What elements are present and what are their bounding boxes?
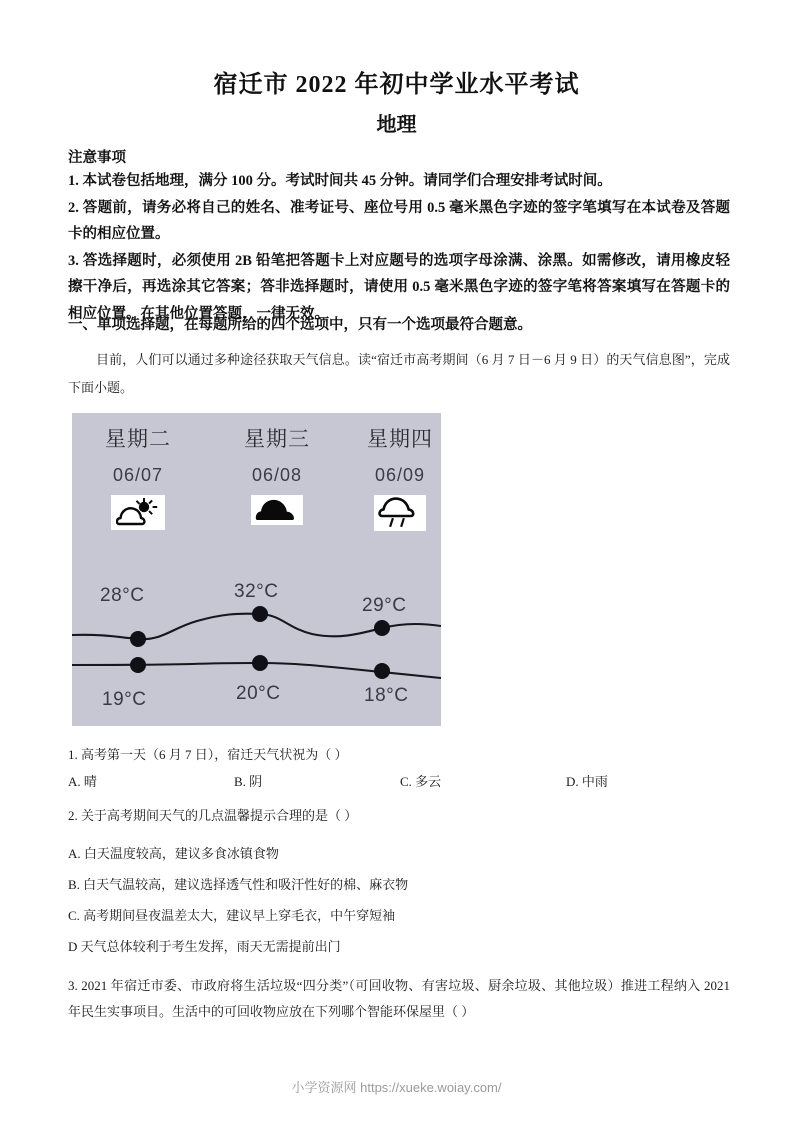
section-heading: 一、单项选择题，在每题所给的四个选项中，只有一个选项最符合题意。	[68, 317, 532, 333]
weekday-label: 星期三	[244, 428, 310, 451]
date-label: 06/09	[374, 465, 426, 485]
sun-behind-cloud-icon	[111, 495, 165, 530]
question-3-stem: 3. 2021 年宿迁市委、市政府将生活垃圾“四分类”（可回收物、有害垃圾、厨余垃圾、其他垃圾）推进工程纳入 2021 年民生实事项目。生活中的可回收物应放在下列哪个智能环保屋里（ ）	[68, 978, 730, 1019]
page-title: 宿迁市 2022 年初中学业水平考试	[213, 72, 580, 98]
low-temp-label-thursday: 18°C	[364, 685, 409, 706]
question-1-options	[68, 771, 748, 791]
question-1-option-d[interactable]: D. 中雨	[566, 774, 608, 789]
notice-heading: 注意事项	[68, 150, 126, 166]
subject-title: 地理	[376, 114, 417, 136]
weather-column-tuesday	[78, 413, 198, 530]
notice-item-2: 2. 答题前，请务必将自己的姓名、准考证号、座位号用 0.5 毫米黑色字迹的签字笔填写在本试卷及答题卡的相应位置。	[68, 199, 730, 242]
footer-watermark: 小学资源网 https://xueke.woiay.com/	[291, 1080, 502, 1095]
low-point-tuesday	[130, 657, 146, 673]
date-label: 06/08	[251, 465, 303, 485]
question-2-option-b[interactable]: B. 白天气温较高，建议选择透气性和吸汗性好的棉、麻衣物	[68, 877, 409, 892]
high-point-tuesday	[130, 631, 146, 647]
weather-column-wednesday	[217, 413, 337, 525]
question-1-option-b[interactable]: B. 阴	[234, 774, 263, 789]
weekday-label: 星期二	[105, 428, 171, 451]
date-label: 06/07	[112, 465, 164, 485]
high-temp-label-wednesday: 32°C	[234, 581, 279, 602]
notice-item-3: 3. 答选择题时，必须使用 2B 铅笔把答题卡上对应题号的选项字母涂满、涂黑。如需修改，请用橡皮轻擦干净后，再选涂其它答案；答非选择题时，请使用 0.5 毫米黑色字迹的签字笔将答案填写在答题卡的相应位置。在其他位置答题，一律无效。	[68, 252, 730, 322]
question-2-option-d[interactable]: D 天气总体较利于考生发挥，雨天无需提前出门	[68, 939, 341, 954]
question-1-option-a[interactable]: A. 晴	[68, 774, 97, 789]
question-2-option-c[interactable]: C. 高考期间昼夜温差太大，建议早上穿毛衣，中午穿短袖	[68, 908, 396, 923]
notice-item-1: 1. 本试卷包括地理，满分 100 分。考试时间共 45 分钟。请同学们合理安排考试时间。	[68, 173, 612, 189]
cloud-icon	[251, 495, 303, 525]
rain-cloud-icon	[374, 495, 426, 531]
question-2-stem: 2. 关于高考期间天气的几点温馨提示合理的是（ ）	[68, 808, 358, 823]
high-temp-label-tuesday: 28°C	[100, 585, 145, 606]
question-2-option-a[interactable]: A. 白天温度较高，建议多食冰镇食物	[68, 846, 279, 861]
low-point-thursday	[374, 663, 390, 679]
stem-intro: 目前，人们可以通过多种途径获取天气信息。读“宿迁市高考期间（6 月 7 日－6 月 9 日）的天气信息图”，完成下面小题。	[68, 352, 730, 395]
low-temp-label-wednesday: 20°C	[236, 683, 281, 704]
weather-information-chart	[72, 413, 441, 726]
weather-column-thursday	[340, 413, 460, 531]
question-1-option-c[interactable]: C. 多云	[400, 774, 442, 789]
high-temp-label-thursday: 29°C	[362, 595, 407, 616]
notice-body	[68, 168, 730, 327]
low-temp-label-tuesday: 19°C	[102, 689, 147, 710]
question-1-stem: 1. 高考第一天（6 月 7 日），宿迁天气状祝为（ ）	[68, 747, 348, 762]
low-point-wednesday	[252, 655, 268, 671]
high-point-thursday	[374, 620, 390, 636]
weekday-label: 星期四	[367, 428, 433, 451]
high-point-wednesday	[252, 606, 268, 622]
